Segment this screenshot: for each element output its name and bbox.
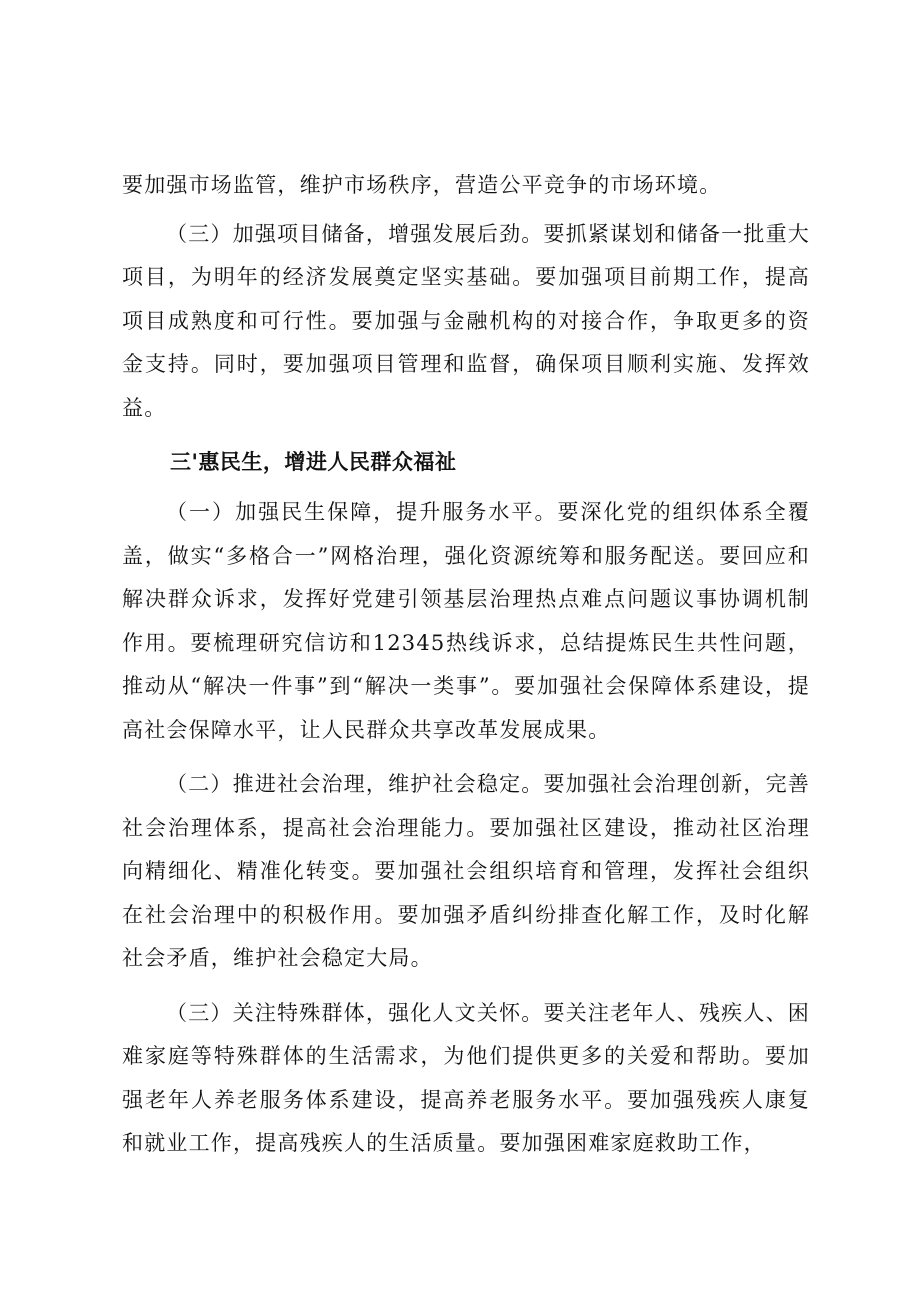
paragraph-project-reserve: （三）加强项目储备，增强发展后劲。要抓紧谋划和储备一批重大项目，为明年的经济发展奠定坚实基础。要加强项目前期工作，提高项目成熟度和可行性。要加强与金融机构的对接合作，争取更多的资金支持。同时，要加强项目管理和监督，确保项目顺利实施、发挥效益。 — [122, 221, 810, 420]
paragraph-continuation: 要加强市场监管，维护市场秩序，营造公平竞争的市场环境。 — [122, 173, 722, 197]
paragraph-livelihood: （一）加强民生保障，提升服务水平。要深化党的组织体系全覆盖，做实“多格合一”网格治理，强化资源统筹和服务配送。要回应和解决群众诉求，发挥好党建引领基层治理热点难点问题议事协调机制作用。要梳理研究信访和12345热线诉求，总结提炼民生共性问题，推动从“解决一件事”到“解决一类事”。要加强社会保障体系建设，提高社会保障水平，让人民群众共享改革发展成果。 — [122, 500, 810, 742]
section-heading: 三'惠民生，增进人民群众福祉 — [170, 450, 457, 474]
paragraph-special-groups: （三）关注特殊群体，强化人文关怀。要关注老年人、残疾人、困难家庭等特殊群体的生活需求，为他们提供更多的关爱和帮助。要加强老年人养老服务体系建设，提高养老服务水平。要加强残疾人康复和就业工作，提高残疾人的生活质量。要加强困难家庭救助工作， — [122, 1000, 810, 1155]
document-body — [122, 164, 810, 1177]
paragraph-governance: （二）推进社会治理，维护社会稳定。要加强社会治理创新，完善社会治理体系，提高社会治理能力。要加强社区建设，推动社区治理向精细化、精准化转变。要加强社会组织培育和管理，发挥社会组织在社会治理中的积极作用。要加强矛盾纠纷排查化解工作，及时化解社会矛盾，维护社会稳定大局。 — [122, 772, 810, 970]
